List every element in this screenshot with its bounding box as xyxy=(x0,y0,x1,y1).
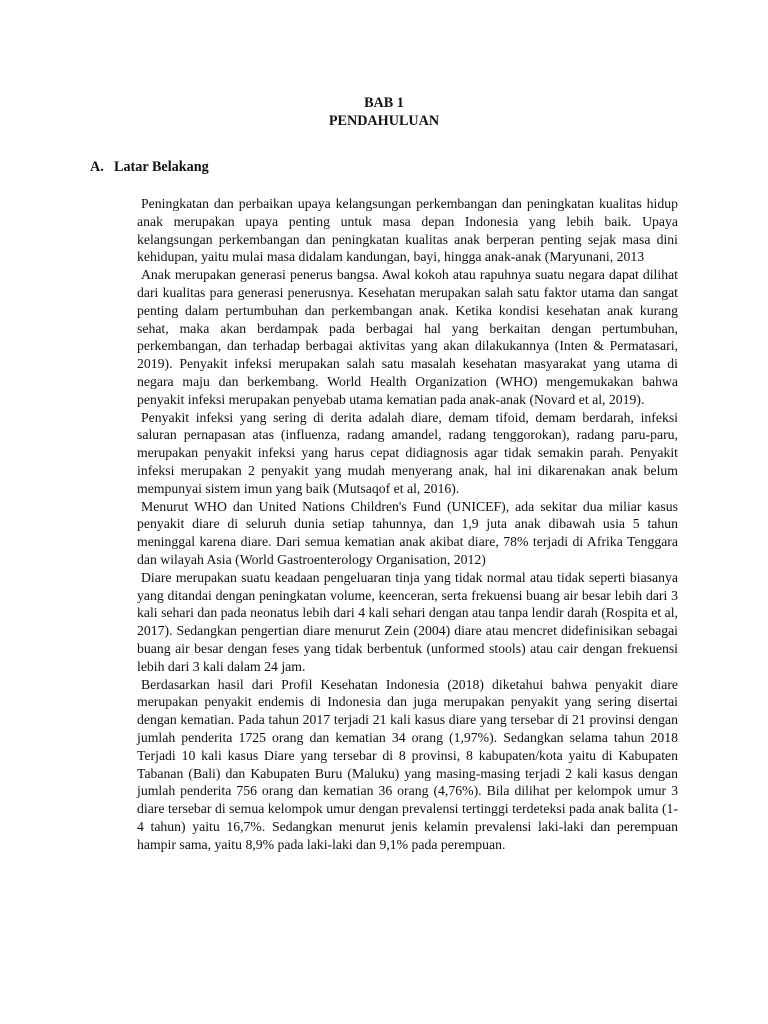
paragraph: Menurut WHO dan United Nations Children's Fund (UNICEF), ada sekitar dua miliar kasus penyakit diare di seluruh dunia setiap tahunnya, dan 1,9 juta anak dibawah usia 5 tahun meninggal karena diare. Dari semua kematian anak akibat diare, 78% terjadi di Afrika Tenggara dan wilayah Asia (World Gastroenterology Organisation, 2012) xyxy=(137,498,678,567)
section-title: Latar Belakang xyxy=(114,159,209,175)
chapter-title: PENDAHULUAN xyxy=(328,113,440,129)
body-text xyxy=(137,195,678,853)
paragraph: Berdasarkan hasil dari Profil Kesehatan Indonesia (2018) diketahui bahwa penyakit diare merupakan penyakit endemis di Indonesia dan juga merupakan penyakit yang sering disertai dengan kematian. Pada tahun 2017 terjadi 21 kali kasus diare yang tersebar di 21 provinsi dengan jumlah penderita 1725 orang dan kematian 34 orang (1,97%). Sedangkan selama tahun 2018 Terjadi 10 kali kasus Diare yang tersebar di 8 provinsi, 8 kabupaten/kota yaitu di Kabupaten Tabanan (Bali) dan Kabupaten Buru (Maluku) yang masing-masing terjadi 2 kali kasus dengan jumlah penderita 756 orang dan kematian 36 orang (4,76%). Bila dilihat per kelompok umur 3 diare tersebar di semua kelompok umur dengan prevalensi tertinggi terdeteksi pada anak balita (1-4 tahun) yaitu 16,7%. Sedangkan menurut jenis kelamin prevalensi laki-laki dan perempuan hampir sama, yaitu 8,9% pada laki-laki dan 9,1% pada perempuan. xyxy=(137,676,678,852)
paragraph: Diare merupakan suatu keadaan pengeluaran tinja yang tidak normal atau tidak seperti biasanya yang ditandai dengan peningkatan volume, keenceran, serta frekuensi buang air besar lebih dari 3 kali sehari dan pada neonatus lebih dari 4 kali sehari dengan atau tanpa lendir darah (Rospita et al, 2017). Sedangkan pengertian diare menurut Zein (2004) diare atau mencret didefinisikan sebagai buang air besar dengan feses yang tidak berbentuk (unformed stools) atau cair dengan frekuensi lebih dari 3 kali dalam 24 jam. xyxy=(137,569,678,674)
section-heading xyxy=(90,158,209,176)
paragraph: Peningkatan dan perbaikan upaya kelangsungan perkembangan dan peningkatan kualitas hidup anak merupakan upaya penting untuk masa depan Indonesia yang lebih baik. Upaya kelangsungan perkembangan dan peningkatan kualitas anak berperan penting sejak masa dini kehidupan, yaitu mulai masa didalam kandungan, bayi, hingga anak-anak (Maryunani, 2013 xyxy=(137,196,678,265)
paragraph: Penyakit infeksi yang sering di derita adalah diare, demam tifoid, demam berdarah, infeksi saluran pernapasan atas (influenza, radang amandel, radang tenggorokan), radang paru-paru, merupakan penyakit infeksi yang harus cepat didiagnosis agar tidak semakin parah. Penyakit infeksi merupakan 2 penyakit yang mudah menyerang anak, hal ini dikarenakan anak belum mempunyai sistem imun yang baik (Mutsaqof et al, 2016). xyxy=(137,409,678,496)
section-letter: A. xyxy=(90,159,104,175)
paragraph: Anak merupakan generasi penerus bangsa. Awal kokoh atau rapuhnya suatu negara dapat dilihat dari kualitas para generasi penerusnya. Kesehatan merupakan salah satu faktor utama dan sangat penting dalam pertumbuhan dan perkembangan anak. Ketika kondisi kesehatan anak kurang sehat, maka akan berdampak pada berbagai hal yang berkaitan dengan pertumbuhan, perkembangan, dan terhadap berbagai aktivitas yang akan dilakukannya (Inten & Permatasari, 2019). Penyakit infeksi merupakan salah satu masalah kesehatan masyarakat yang utama di negara maju dan berkembang. World Health Organization (WHO) mengemukakan bahwa penyakit infeksi merupakan penyebab utama kematian pada anak-anak (Novard et al, 2019). xyxy=(137,267,678,407)
chapter-heading: BAB 1 xyxy=(364,95,404,111)
